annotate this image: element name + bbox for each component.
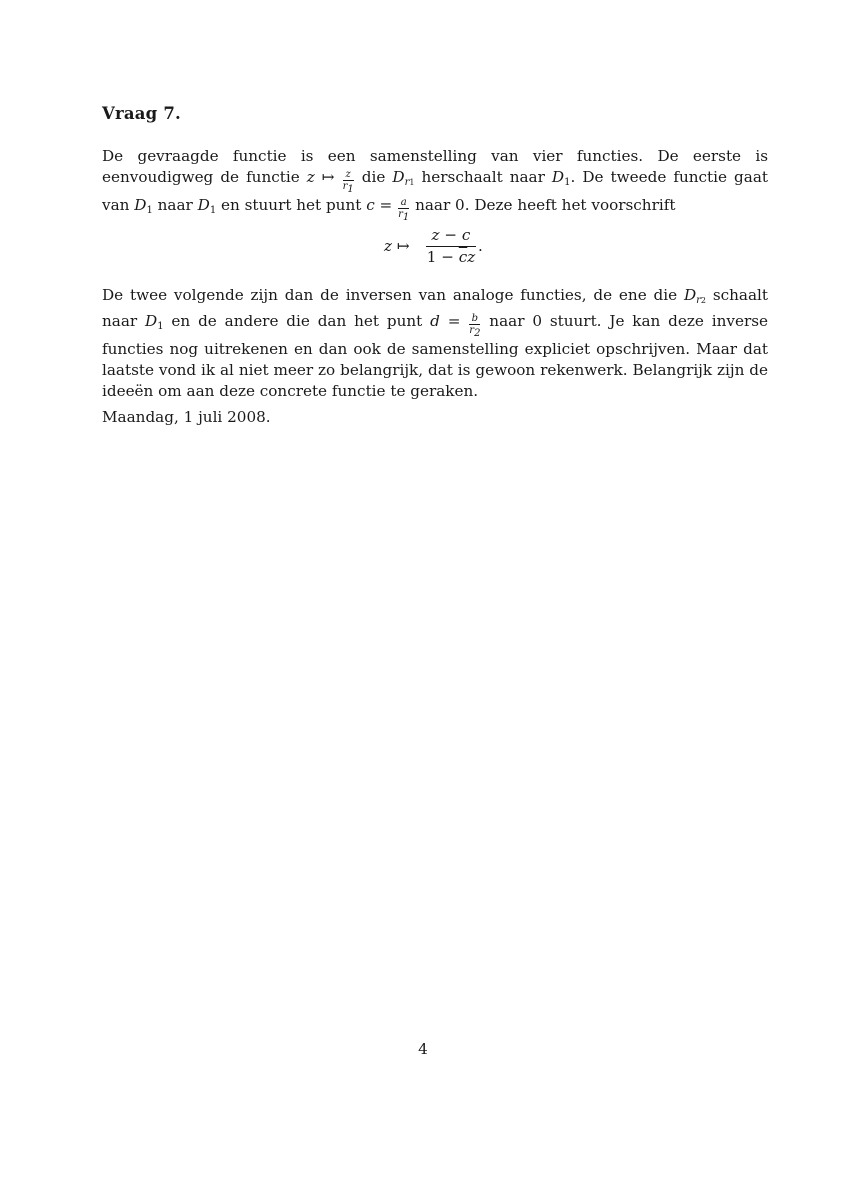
paragraph-intro: De gevraagde functie is een samenstelling van vier functies. De eerste is eenvoudigweg de functie z ↦ $\frac{z}{r1}$ die $D_{r1}$ herschaalt naar $D_1$. De tweede functie gaat van $D_1$ naar $D_1$ en stuurt het punt c = $\frac{a}{r1}$ naar 0. Deze heeft het voorschrift [102,147,768,223]
disk-D1: $D_1$ [551,168,571,188]
math-variable-c: c [366,196,375,214]
formula-fraction [426,226,476,266]
document-page: Vraag 7. De gevraagde functie is een samenstelling van vier functies. De eerste is eenvoudigweg de functie z ↦ $\frac{z}{r1}$ die $D_{r1}$ herschaalt naar $D_1$. De tweede functie gaat van $D_1$ naar $D_1$ en stuurt het punt c = $\frac{a}{r1}$ naar 0. Deze heeft het voorschrift z ↦ $\frac{z - c}{1 - \overline{c}z}$ . De twee volgende zijn dan de inversen van analoge functies, de ene die $D_{r2}$ schaalt naar $D_1$ en de andere die dan het punt d = $\frac{b}{r2}$ naar 0 stuurt. Je kan deze inverse functies nog uitrekenen en dan ook de samenstelling expliciet opschrijven. Maar dat laatste vond ik al niet meer zo belangrijk, dat is gewoon rekenwerk. Belangrijk zijn de ideeën om aan deze concrete functie te geraken. Maandag, 1 juli 2008. 4 [0,0,846,1197]
fraction-b-over-r2: $\frac{b}{r2}$ [469,313,481,339]
fraction-z-over-r1: $\frac{z}{r1}$ [342,169,354,195]
disk-D1-target: $D_1$ [145,312,164,332]
question-heading: Vraag 7. [102,104,181,123]
date-line: Maandag, 1 juli 2008. [102,408,271,426]
fraction-a-over-r1: $\frac{a}{r1}$ [398,197,410,223]
disk-D-r2: $D_{r2}$ [683,286,706,306]
formula-numerator: z − c [426,226,476,247]
formula-denominator: $1 - \overline{c}z$ [426,248,476,266]
page-number: 4 [418,1040,428,1058]
disk-D1-to: $D_1$ [197,196,217,216]
math-variable-d: d [430,312,440,330]
disk-D-r1: $D_{r1}$ [392,168,415,188]
paragraph-inverse: De twee volgende zijn dan de inversen van analoge functies, de ene die $D_{r2}$ schaalt naar $D_1$ en de andere die dan het punt d = $\frac{b}{r2}$ naar 0 stuurt. Je kan deze inverse functies nog uitrekenen en dan ook de samenstelling expliciet opschrijven. Maar dat laatste vond ik al niet meer zo belangrijk, dat is gewoon rekenwerk. Belangrijk zijn de ideeën om aan deze concrete functie te geraken. [102,286,768,400]
formula-lhs: z ↦ [384,237,410,255]
math-variable-z: z [306,168,315,186]
disk-D1-from: $D_1$ [134,196,153,216]
